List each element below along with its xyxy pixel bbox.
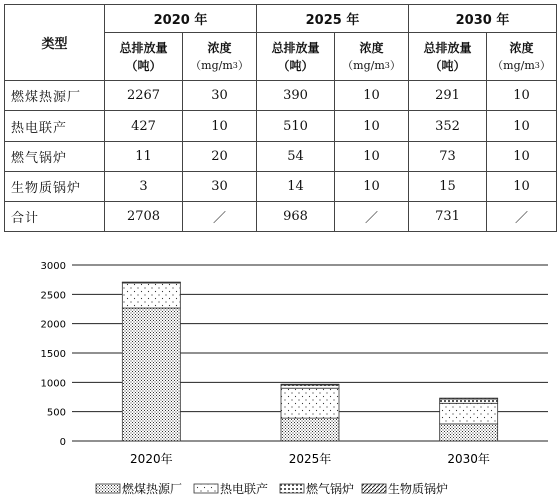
emission-chart <box>0 248 560 502</box>
table-row <box>5 201 557 231</box>
legend-swatch-biomass-boiler <box>362 484 386 493</box>
legend-swatch-cogeneration <box>194 484 218 493</box>
table-body <box>5 81 557 232</box>
table-cell: 390 <box>257 81 335 111</box>
table-cell: 30 <box>183 81 257 111</box>
table-cell: 427 <box>105 111 183 141</box>
table-cell: ／ <box>487 201 557 231</box>
x-tick-label: 2020年 <box>130 452 173 466</box>
total-emission-label: 总排放量 <box>119 40 168 55</box>
table-cell: 10 <box>335 81 409 111</box>
bar-coal-heat-plant-3 <box>440 424 498 441</box>
row-type-cell: 热电联产 <box>5 111 105 141</box>
table-row <box>5 81 557 111</box>
table-cell: ／ <box>183 201 257 231</box>
bar-gas-boiler-3 <box>440 399 498 403</box>
type-header: 类型 <box>5 5 105 81</box>
table-cell: 10 <box>335 111 409 141</box>
total-emission-label: 总排放量 <box>271 40 320 55</box>
legend-label-cogeneration: 热电联产 <box>220 482 269 496</box>
row-type-cell: 燃煤热源厂 <box>5 81 105 111</box>
concentration-label: 浓度 <box>509 40 534 55</box>
bar-coal-heat-plant-2 <box>281 418 339 441</box>
bar-biomass-boiler-1 <box>122 282 180 283</box>
table-row <box>5 171 557 201</box>
total-emission-unit: （吨） <box>429 58 466 73</box>
concentration-header <box>335 33 409 81</box>
table-cell: 10 <box>335 171 409 201</box>
concentration-label: 浓度 <box>207 40 232 55</box>
year-header-2020: 2020 年 <box>105 5 257 33</box>
table-cell: 20 <box>183 141 257 171</box>
table-cell: 510 <box>257 111 335 141</box>
y-tick-label: 1500 <box>40 349 66 360</box>
legend-label-gas-boiler: 燃气锅炉 <box>306 482 355 496</box>
y-tick-label: 500 <box>46 407 66 419</box>
concentration-label: 浓度 <box>359 40 384 55</box>
table-cell: 10 <box>487 141 557 171</box>
total-emission-unit: （吨） <box>277 58 314 73</box>
table-cell: 10 <box>183 111 257 141</box>
legend-label-coal-heat-plant: 燃煤热源厂 <box>122 482 183 496</box>
year-header-2030: 2030 年 <box>409 5 557 33</box>
table-cell: 10 <box>487 171 557 201</box>
table-cell: 3 <box>105 171 183 201</box>
year-header-2025: 2025 年 <box>257 5 409 33</box>
total-emission-unit: （吨） <box>125 58 162 73</box>
concentration-unit: $(mg/m^3)$ <box>342 58 401 72</box>
table-cell: 73 <box>409 141 487 171</box>
x-tick-label: 2030年 <box>447 452 490 466</box>
legend-swatch-coal-heat-plant <box>96 484 120 493</box>
y-tick-label: 1000 <box>40 378 66 390</box>
total-emission-header <box>257 33 335 81</box>
row-type-cell: 燃气锅炉 <box>5 141 105 171</box>
concentration-header <box>183 33 257 81</box>
table-cell: 968 <box>257 201 335 231</box>
table-cell: 352 <box>409 111 487 141</box>
row-type-cell: 生物质锅炉 <box>5 171 105 201</box>
x-tick-label: 2025年 <box>288 452 332 466</box>
bar-coal-heat-plant-1 <box>122 308 180 441</box>
table-cell: 291 <box>409 81 487 111</box>
bar-gas-boiler-2 <box>281 385 339 388</box>
table-cell: 10 <box>487 81 557 111</box>
total-emission-header <box>409 33 487 81</box>
table-cell: 2708 <box>105 201 183 231</box>
table-cell: 54 <box>257 141 335 171</box>
table-cell: 731 <box>409 201 487 231</box>
table-cell: 15 <box>409 171 487 201</box>
bar-cogeneration-3 <box>440 403 498 424</box>
y-tick-label: 2500 <box>40 290 66 302</box>
y-tick-label: 2000 <box>40 319 66 331</box>
table-cell: 14 <box>257 171 335 201</box>
table-cell: 30 <box>183 171 257 201</box>
y-tick-label: 0 <box>59 437 66 448</box>
bar-cogeneration-1 <box>122 283 180 308</box>
table-cell: 10 <box>335 141 409 171</box>
concentration-header <box>487 33 557 81</box>
table-cell: ／ <box>335 201 409 231</box>
legend-swatch-gas-boiler <box>280 484 304 493</box>
total-emission-header <box>105 33 183 81</box>
bar-cogeneration-2 <box>281 388 339 418</box>
concentration-unit: $(mg/m^3)$ <box>492 58 551 72</box>
table-cell: 2267 <box>105 81 183 111</box>
emission-table <box>4 4 557 232</box>
y-tick-label: 3000 <box>40 261 66 272</box>
bar-biomass-boiler-2 <box>281 384 339 385</box>
row-type-cell: 合计 <box>5 201 105 231</box>
total-emission-label: 总排放量 <box>423 40 472 55</box>
concentration-unit: $(mg/m^3)$ <box>190 58 249 72</box>
table-row <box>5 141 557 171</box>
table-row <box>5 111 557 141</box>
bar-biomass-boiler-3 <box>440 398 498 399</box>
legend-label-biomass-boiler: 生物质锅炉 <box>388 482 449 496</box>
table-cell: 11 <box>105 141 183 171</box>
table-cell: 10 <box>487 111 557 141</box>
